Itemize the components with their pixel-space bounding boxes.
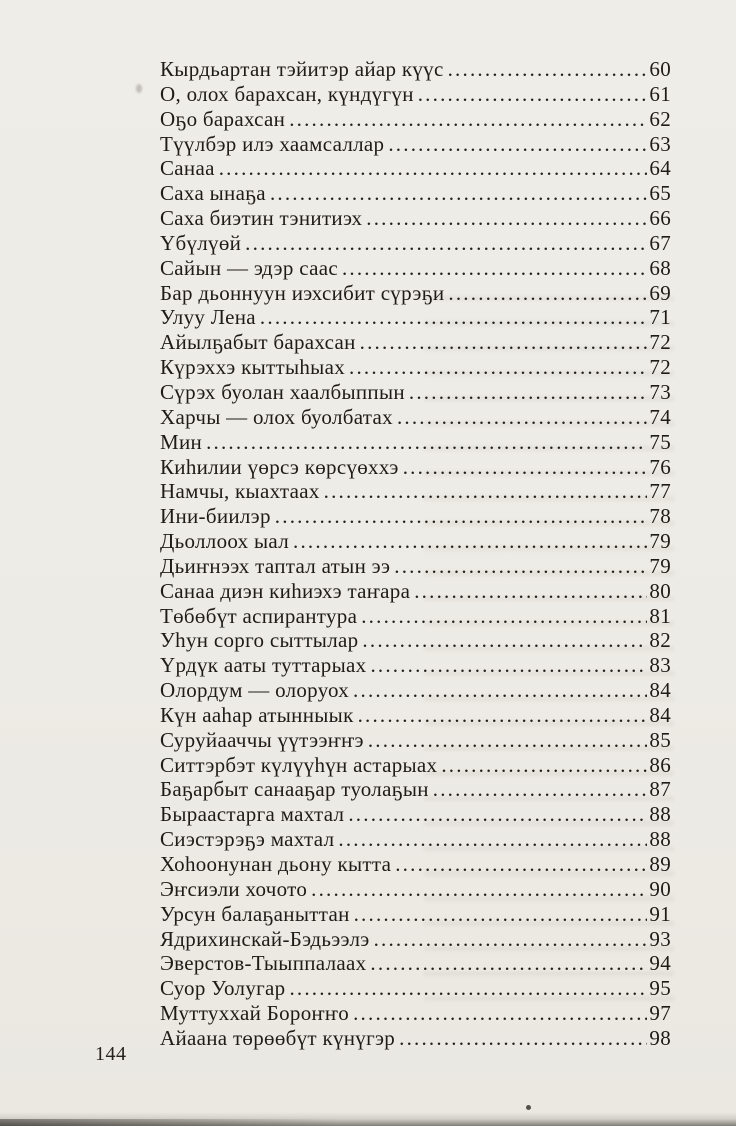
dot-leader	[289, 107, 647, 132]
toc-entry-title: Уһун сорго сыттылар	[160, 628, 359, 653]
dot-leader	[448, 281, 647, 306]
toc-entry-page: 68	[649, 255, 671, 280]
toc-entry	[160, 976, 671, 1001]
toc-entry-title: Суор Уолугар	[160, 976, 286, 1001]
toc-entry-title: Сиэстэрэҕэ махтал	[160, 827, 335, 852]
toc-entry	[160, 927, 671, 952]
toc-entry-page: 72	[649, 330, 671, 355]
dot-leader	[361, 604, 647, 629]
toc-entry	[160, 405, 671, 430]
toc-entry-page: 90	[649, 876, 671, 901]
table-of-contents	[160, 57, 671, 1051]
toc-entry-title: Мин	[160, 429, 203, 454]
toc-entry-title: Муттуххай Бороҥҥо	[160, 1001, 350, 1026]
toc-entry	[160, 678, 671, 703]
toc-entry-page: 74	[649, 404, 671, 429]
page-number: 144	[95, 1043, 127, 1065]
toc-entry-title: Баҕарбыт санааҕар туолаҕын	[160, 777, 429, 802]
toc-entry-title: Дьоллоох ыал	[160, 529, 290, 554]
toc-entry-title: Сайын — эдэр саас	[160, 255, 338, 280]
toc-entry-page: 65	[649, 181, 671, 206]
toc-entry-page: 78	[649, 504, 671, 529]
dot-leader	[399, 1026, 647, 1051]
toc-entry-page: 76	[649, 454, 671, 479]
dot-leader	[388, 132, 647, 157]
toc-entry	[160, 827, 671, 852]
toc-entry-title: Суруйааччы үүтээҥҥэ	[160, 727, 364, 752]
toc-entry	[160, 802, 671, 827]
toc-entry	[160, 380, 671, 405]
toc-entry	[160, 604, 671, 629]
toc-entry-title: Кырдьартан тэйитэр айар күүс	[160, 57, 444, 81]
toc-entry	[160, 951, 671, 976]
toc-entry-title: Айылҕабыт барахсан	[160, 330, 356, 355]
dot-leader	[311, 877, 647, 902]
toc-entry-title: Саха ынаҕа	[160, 181, 266, 206]
toc-entry-page: 86	[649, 752, 671, 777]
toc-entry	[160, 1026, 671, 1051]
toc-entry	[160, 281, 671, 306]
toc-entry-page: 75	[649, 429, 671, 454]
toc-entry	[160, 305, 671, 330]
toc-entry-page: 87	[649, 777, 671, 802]
toc-entry-page: 79	[649, 553, 671, 578]
toc-entry	[160, 455, 671, 480]
toc-entry-page: 77	[649, 479, 671, 504]
toc-entry-title: Санаа диэн киһиэхэ таҥара	[160, 578, 411, 603]
toc-entry-page: 62	[649, 106, 671, 131]
toc-entry-page: 83	[649, 653, 671, 678]
toc-entry-page: 71	[649, 305, 671, 330]
toc-entry-page: 82	[649, 628, 671, 653]
toc-entry-title: Сүрэх буолан хаалбыппын	[160, 379, 405, 404]
toc-entry-page: 97	[649, 1001, 671, 1026]
toc-entry-page: 60	[649, 57, 671, 81]
dot-leader	[275, 504, 648, 529]
toc-entry-title: Хоһоонунан дьону кытта	[160, 852, 392, 876]
toc-entry	[160, 529, 671, 554]
toc-entry	[160, 753, 671, 778]
toc-entry-title: Дьиҥнээх таптал атын ээ	[160, 553, 391, 578]
toc-entry-page: 95	[649, 976, 671, 1001]
dot-leader	[348, 802, 647, 827]
toc-entry-page: 72	[649, 355, 671, 380]
toc-entry-title: Үрдүк ааты туттарыах	[160, 653, 367, 678]
dot-leader	[403, 455, 648, 480]
toc-entry-page: 80	[649, 578, 671, 603]
dot-leader	[397, 405, 647, 430]
dot-leader	[370, 951, 647, 976]
toc-entry	[160, 107, 671, 132]
dot-leader	[338, 827, 647, 852]
toc-entry	[160, 82, 671, 107]
toc-entry	[160, 355, 671, 380]
dot-leader	[219, 156, 648, 181]
dot-leader	[362, 628, 647, 653]
toc-entry	[160, 777, 671, 802]
dot-leader	[206, 430, 647, 455]
dot-leader	[358, 703, 648, 728]
dot-leader	[395, 852, 647, 877]
toc-entry-title: Харчы — олох буолбатах	[160, 404, 393, 429]
toc-entry	[160, 653, 671, 678]
toc-entry	[160, 703, 671, 728]
toc-entry-page: 67	[649, 230, 671, 255]
toc-entry-title: Быраастарга махтал	[160, 802, 345, 827]
dot-leader	[441, 753, 647, 778]
toc-entry	[160, 504, 671, 529]
dot-leader	[370, 653, 647, 678]
toc-entry-title: Айаана төрөөбүт күнүгэр	[160, 1025, 396, 1050]
dot-leader	[368, 728, 648, 753]
toc-entry-page: 84	[649, 702, 671, 727]
dot-leader	[245, 231, 647, 256]
dot-leader	[353, 678, 647, 703]
dot-leader	[414, 579, 647, 604]
toc-entry-title: Ядрихинскай-Бэдьээлэ	[160, 926, 370, 951]
toc-entry-title: Ини-биилэр	[160, 504, 271, 529]
dot-leader	[289, 976, 647, 1001]
scan-speck	[526, 1105, 531, 1110]
dot-leader	[260, 305, 647, 330]
toc-entry	[160, 852, 671, 877]
toc-entry-page: 88	[649, 827, 671, 852]
toc-entry	[160, 57, 671, 82]
dot-leader	[349, 355, 647, 380]
dot-leader	[353, 1001, 647, 1026]
toc-entry	[160, 256, 671, 281]
dot-leader	[360, 330, 648, 355]
toc-entry-title: Саха биэтин тэнитиэх	[160, 206, 363, 231]
dot-leader	[293, 529, 647, 554]
toc-entry-page: 89	[649, 852, 671, 876]
toc-entry-title: Эҥсиэли хочото	[160, 876, 308, 901]
toc-entry-title: Төбөбүт аспирантура	[160, 603, 358, 628]
toc-entry-title: Эверстов-Тыыппалаах	[160, 951, 367, 976]
dot-leader	[342, 256, 647, 281]
toc-entry-page: 73	[649, 379, 671, 404]
toc-entry-page: 94	[649, 951, 671, 976]
toc-entry	[160, 132, 671, 157]
toc-entry-page: 84	[649, 678, 671, 703]
toc-entry	[160, 728, 671, 753]
dot-leader	[366, 206, 647, 231]
toc-entry	[160, 628, 671, 653]
toc-entry-title: Күн ааһар атынныык	[160, 702, 354, 727]
toc-entry	[160, 902, 671, 927]
dot-leader	[448, 57, 648, 82]
toc-entry	[160, 181, 671, 206]
toc-entry-page: 69	[649, 280, 671, 305]
toc-entry-page: 64	[649, 156, 671, 181]
toc-entry-page: 79	[649, 529, 671, 554]
toc-entry	[160, 156, 671, 181]
dot-leader	[409, 380, 647, 405]
dot-leader	[394, 554, 647, 579]
toc-entry-page: 98	[649, 1025, 671, 1050]
toc-entry-title: Оҕо барахсан	[160, 106, 286, 131]
dot-leader	[374, 927, 648, 952]
toc-entry	[160, 206, 671, 231]
toc-entry-page: 85	[649, 727, 671, 752]
toc-entry-page: 88	[649, 802, 671, 827]
toc-entry-title: Олордум — олоруох	[160, 678, 350, 703]
toc-entry-title: Урсун балаҕаныттан	[160, 901, 350, 926]
toc-entry	[160, 479, 671, 504]
dot-leader	[418, 82, 648, 107]
dot-leader	[324, 479, 648, 504]
scan-edge-shadow	[0, 1112, 736, 1126]
scan-speck	[136, 84, 142, 93]
toc-entry-title: Улуу Лена	[160, 305, 256, 330]
toc-entry-page: 61	[649, 81, 671, 106]
toc-entry-page: 81	[649, 603, 671, 628]
toc-entry-title: О, олох барахсан, күндүгүн	[160, 81, 414, 106]
toc-entry	[160, 554, 671, 579]
toc-entry-page: 91	[649, 901, 671, 926]
toc-entry-title: Бар дьоннуун иэхсибит сүрэҕи	[160, 280, 445, 305]
toc-entry	[160, 1001, 671, 1026]
toc-entry-title: Ситтэрбэт күлүүһүн астарыах	[160, 752, 438, 777]
toc-entry	[160, 231, 671, 256]
toc-entry-title: Түүлбэр илэ хаамсаллар	[160, 131, 385, 156]
dot-leader	[354, 902, 648, 927]
toc-entry-page: 66	[649, 206, 671, 231]
toc-entry-page: 93	[649, 926, 671, 951]
toc-entry-title: Күрэххэ кыттыһыах	[160, 355, 346, 380]
toc-entry	[160, 579, 671, 604]
toc-entry	[160, 330, 671, 355]
toc-entry	[160, 877, 671, 902]
toc-entry-title: Санаа	[160, 156, 215, 181]
toc-entry-page: 63	[649, 131, 671, 156]
toc-entry-title: Үбүлүөй	[160, 230, 242, 255]
toc-entry-title: Киһилии үөрсэ көрсүөххэ	[160, 454, 399, 479]
toc-entry-title: Намчы, кыахтаах	[160, 479, 320, 504]
dot-leader	[270, 181, 647, 206]
dot-leader	[433, 777, 648, 802]
toc-entry	[160, 430, 671, 455]
